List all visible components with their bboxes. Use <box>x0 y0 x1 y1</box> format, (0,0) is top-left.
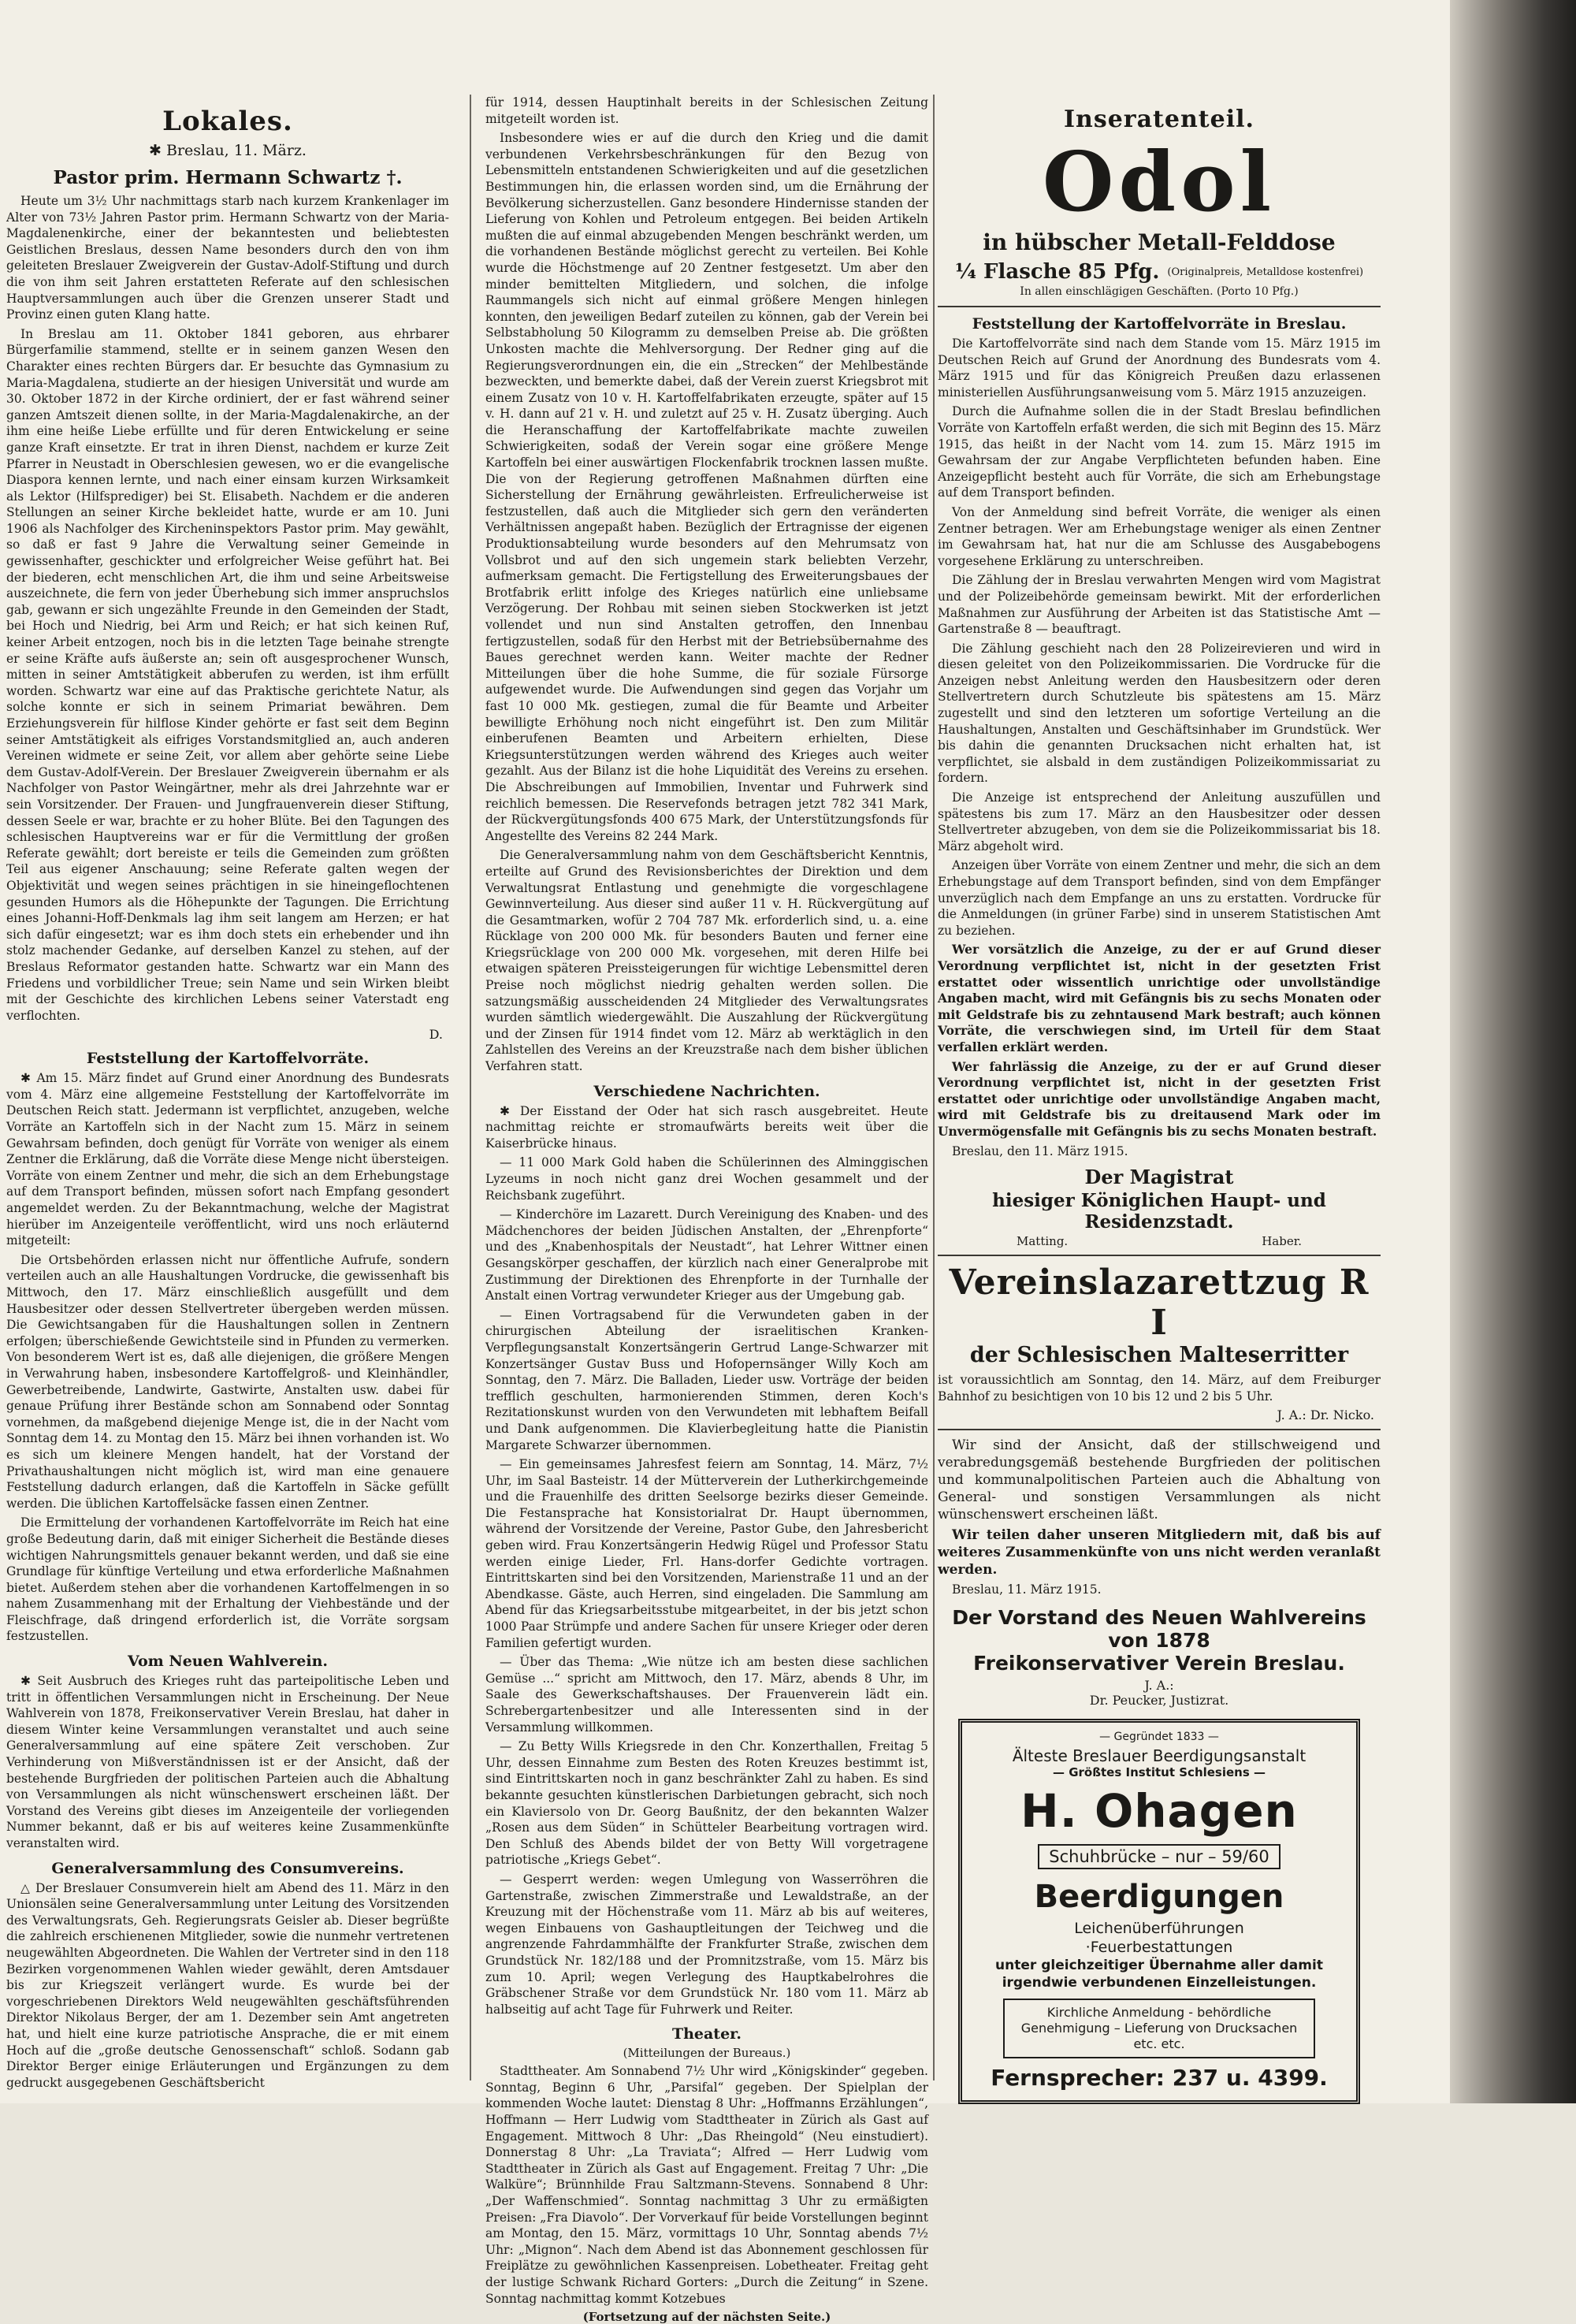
signature-right: Haber. <box>1262 1234 1302 1249</box>
wahlverein-date: Breslau, 11. März 1915. <box>952 1582 1102 1597</box>
article-heading-theater: Theater. <box>671 2025 742 2043</box>
lazarettzug-subtitle: der Schlesischen Malteserritter <box>969 1343 1349 1368</box>
odol-subtitle: in hübscher Metall-Felddose <box>983 229 1336 255</box>
news-item: ✱ Der Eisstand der Oder hat sich rasch ausgebreitet. Heute nachmittag reichte er stromaufwärts bereits weit über die Kaiserbrücke hinaus. <box>485 1103 928 1151</box>
article-heading-consumverein: Generalversammlung des Consumvereins. <box>51 1859 404 1877</box>
odol-price: ¼ Flasche 85 Pfg. <box>954 260 1160 284</box>
ohagen-institute: — Größtes Institut Schlesiens — <box>1052 1764 1266 1779</box>
article-paragraph: ✱ Am 15. März findet auf Grund einer Anordnung des Bundesrats vom 4. März eine allgemeine Feststellung der Kartoffelvorräte im Deutschen Reich statt. Jedermann ist verpflichtet, anzugeben, welche Vorräte an Kartoffeln sich in der Nacht zum 15. März in seinem Gewahrsam befinden, doch genügt für Vorräte von weniger als einem Zentner die Erklärung, daß die Vorräte diese Menge nicht übersteigen. Vorräte von einem Zentner und mehr, die sich an dem Erhebungstage auf dem Transport befinden, müssen sofort nach Empfang gesondert angemeldet werden. Zu der Bekanntmachung, welche der Magistrat hierüber im Anzeigenteile veröffentlicht, wird uns noch erläuternd mitgeteilt: <box>6 1071 449 1248</box>
ohagen-name: H. Ohagen <box>1020 1783 1298 1838</box>
obituary-signature: D. <box>429 1027 443 1043</box>
magistrat-title: Der Magistrat <box>1084 1166 1234 1189</box>
notice-kartoffel <box>938 315 1381 1248</box>
ad-ohagen <box>958 1719 1360 2104</box>
ohagen-tagline: Älteste Breslauer Beerdigungsanstalt <box>1012 1746 1307 1765</box>
section-title-inserate: Inseratenteil. <box>1063 106 1254 133</box>
notice-paragraph: Die Anzeige ist entsprechend der Anleitung auszufüllen und spätestens bis zum 17. März an den Hausbesitzer oder dessen Stellvertreter abzugeben, von dem sie die Polizeikommissariat bis 18. März abgeholt wird. <box>938 790 1381 853</box>
wahlverein-paragraph: Wir sind der Ansicht, daß der stillschweigend und verabredungsgemäß bestehende Burgfrieden der politischen und kommunalpolitischen Parteien auch die Abhaltung von General- und sonstigen Versammlungen als nicht wünschenswert erscheinen läßt. <box>938 1437 1381 1523</box>
news-item: — Ein gemeinsames Jahresfest feiern am Sonntag, 14. März, 7½ Uhr, im Saal Basteistr. 14 der Mütterverein der Lutherkirchgemeinde und die Frauenhilfe des dritten Seelsorge bezirks dieser Gemeinde. Die Festansprache hat Konsistorialrat Dr. Haupt übernommen, während der Vorsitzende der Vereine, Pastor Gube, den Jahresbericht geben wird. Frau Konzertsängerin Hedwig Rügel und Professor Statu werden einige Lieder, Frl. Hans-dorfer Gedichte vortragen. Eintrittskarten sind bei den Vorsitzenden, Marienstraße 11 und an der Abendkasse. Gäste, auch Herren, sind eingeladen. Die Sammlung am Abend für das Kriegsarbeitsstube mitgearbeitet, in der bis jetzt schon 1000 Paar Strümpfe und andere Sachen für unsere Krieger oder deren Familien gefertigt wurden. <box>485 1457 928 1650</box>
odol-shops: In allen einschlägigen Geschäften. (Porto 10 Pfg.) <box>1020 285 1299 298</box>
notice-paragraph: Durch die Aufnahme sollen die in der Stadt Breslau befindlichen Vorräte von Kartoffeln erfaßt werden, die sich mit Beginn des 15. März 1915, das heißt in der Nacht vom 14. zum 15. März 1915 im Gewahrsam der zur Angabe Verpflichteten befunden haben. Eine Anzeigepflicht besteht auch für Vorräte, die sich am Erhebungstage auf dem Transport befinden. <box>938 404 1381 500</box>
odol-price-note: (Originalpreis, Metalldose kostenfrei) <box>1167 266 1364 278</box>
article-paragraph: für 1914, dessen Hauptinhalt bereits in der Schlesischen Zeitung mitgeteilt worden ist. <box>485 95 928 126</box>
obituary-paragraph: Heute um 3½ Uhr nachmittags starb nach kurzem Krankenlager im Alter von 73½ Jahren Pastor prim. Hermann Schwartz von der Maria-Magdalenenkirche, einer der bekanntesten und beliebtesten Geistlichen Breslaus, dessen Name besonders durch den von ihm geleiteten Breslauer Zweigverein der Gustav-Adolf-Stiftung und durch die von ihm seit Jahren erstatteten Referate auf den schlesischen Hauptversammlungen auch über die Grenzen unserer Stadt und Provinz einen guten Klang hatte. <box>6 194 449 322</box>
ad-odol <box>938 135 1381 298</box>
lazarettzug-signature: J. A.: Dr. Nicko. <box>1277 1407 1374 1423</box>
notice-paragraph: Die Zählung geschieht nach den 28 Polizeirevieren und wird in diesen geleitet von den Polizeikommissarien. Die Vordrucke für die Anzeigen nebst Anleitung werden den Hausbesitzern oder deren Stellvertretern durch Schutzleute bis spätestens am 15. März zugestellt und sind den letzteren um sofortige Verteilung an die Haushaltungen, Anstalten und Geschäftsinhaber im Grundstück. Wer bis dahin die genannten Drucksachen nicht erhalten hat, ist verpflichtet, sie alsbald in dem zuständigen Polizeikommissariat zu fordern. <box>938 641 1381 786</box>
column-rule <box>933 95 935 2080</box>
article-paragraph: Insbesondere wies er auf die durch den Krieg und die damit verbundenen Verkehrsbeschränkungen für den Bezug von Lebensmitteln entstandenen Schwierigkeiten und auf die gesetzlichen Bestimmungen hin, die erlassen worden sind, um die Ernährung der Bevölkerung sicherzustellen. Ganz besondere Hindernisse standen der Lieferung von Kohlen und Petroleum entgegen. Bei beiden Artikeln mußten die auf einmal abzugebenden Mengen beschränkt werden, um die vorhandenen Bestände möglichst gerecht zu verteilen. Bei Kohle wurde die Höchstmenge auf 20 Zentner festgesetzt. Um aber den minder bemittelten Mitgliedern, und solchen, die infolge Raummangels sich nicht auf einmal größere Mengen hinlegen konnten, den jeweiligen Bedarf zuteilen zu können, gab der Verein bei Selbstabholung 50 Kilogramm zu demselben Preise ab. Die größten Unkosten machte die Mehlversorgung. Der Redner ging auf die Regierungsverordnungen ein, die ein „Strecken“ der Mehlbestände bezweckten, und bemerkte dabei, daß der Verein zuerst Kriegsbrot mit einem Zusatz von 10 v. H. Kartoffelfabrikaten erzeugte, später auf 15 v. H. dann auf 21 v. H. und zuletzt auf 25 v. H. Zusatz überging. Auch die Heranschaffung der Kartoffelfabrikate machte zuweilen Schwierigkeiten, sodaß der Verein sogar eine größere Menge Kartoffeln bei einer auswärtigen Flockenfabrik trocknen lassen mußte. Die von der Regierung getroffenen Maßnahmen dürften eine Sicherstellung der Ernährung gewährleisten. Erfreulicherweise ist festzustellen, daß auch die Mitglieder sich gern den veränderten Verhältnissen angepaßt haben. Bezüglich der Ertragnisse der eigenen Produktionsabteilung wurde besonders auf den Mehrumsatz von Vollsbrot und auf den sich ungemein stark beliebten Verzehr, aufmerksam gemacht. Die Fertigstellung des Erweiterungsbaues der Brotfabrik erlitt infolge des Krieges natürlich eine unliebsame Verzögerung. Der Rohbau mit seinen sieben Stockwerken ist jetzt vollendet und nun sind Anstalten getroffen, den Innenbau fertigzustellen, sodaß für den Herbst mit der Betriebsübernahme des Baues gerechnet werden kann. Weiter machte der Redner Mitteilungen über die hohe Summe, die für soziale Fürsorge aufgewendet wurde. Die Aufwendungen sind gegen das Vorjahr um fast 10 000 Mk. gestiegen, zumal die für Beamte und Arbeiter bewilligte Erhöhung noch nicht eingeführt ist. Den zum Militär einberufenen Beamten und Arbeitern erhielten, Diese Kriegsunterstützungen werden während des Krieges auch weiter gezahlt. Aus der Bilanz ist die hohe Liquidität des Vereins zu ersehen. Die Abschreibungen auf Immobilien, Inventar und Fuhrwerk sind reichlich bemessen. Die Reservefonds betragen jetzt 782 341 Mark, der Rückvergütungsfonds 400 675 Mark, der Unterstützungsfonds für Angestellte des Vereins 82 244 Mark. <box>485 131 928 843</box>
news-item: — Zu Betty Wills Kriegsrede in den Chr. Konzerthallen, Freitag 5 Uhr, dessen Einnahme zum Besten des Roten Kreuzes bestimmt ist, sind Eintrittskarten noch in ganz beschränkter Zahl zu haben. Es sind bekannte gesuchten künstlerischen Darbietungen gebracht, sich noch ein Klaviersolo von Dr. Georg Baußnitz, der den bekannten Walzer „Rosen aus dem Süden“ in Schütteler Bearbeitung vortragen wird. Den Schluß des Abends bildet der von Betty Will vorgetragene patriotische „Kriegs Gebet“. <box>485 1739 928 1868</box>
ohagen-address: Schuhbrücke – nur – 59/60 <box>1038 1844 1280 1869</box>
divider <box>938 1429 1381 1430</box>
section-title-lokales: Lokales. <box>162 106 293 137</box>
wahlverein-paragraph: Wir teilen daher unseren Mitgliedern mit, daß bis auf weiteres Zusammenkünfte von uns nicht werden veranlaßt werden. <box>938 1527 1381 1578</box>
signatures <box>938 1234 1381 1248</box>
ohagen-notice: Kirchliche Anmeldung - behördliche Genehmigung – Lieferung von Drucksachen etc. etc. <box>1003 1999 1315 2058</box>
obituary-paragraph: In Breslau am 11. Oktober 1841 geboren, aus ehrbarer Bürgerfamilie stammend, stellte er in seinem ganzen Wesen den Charakter eines rechten Bürgers dar. Er besuchte das Gymnasium zu Maria-Magdalena, studierte an der hiesigen Universität und wurde am 30. Oktober 1872 in der Kirche ordiniert, der er fast während seiner ganzen Amtszeit dienen sollte, in der Maria-Magdalenakirche, an der ihm eine heiße Liebe erfüllte und für deren Entwickelung er seine ganze Kraft einsetzte. Er trat in ihren Dienst, nachdem er kurze Zeit Pfarrer in Neustadt in Oberschlesien gewesen, wo er die evangelische Diaspora kennen lernte, und nach einer einsam kurzen Wirksamkeit als Lektor (Hilfsprediger) bei St. Elisabeth. Nachdem er die anderen Stellungen an seiner Kirche bekleidet hatte, wurde er am 10. Juni 1906 als Nachfolger des Kircheninspektors Pastor prim. May gewählt, so daß er fast 9 Jahre die Verwaltung seiner Gemeinde in gewissenhafter, geschickter und erfolgreicher Weise geführt hat. Bei der biederen, echt menschlichen Art, die ihm und seine Arbeitsweise auszeichnete, die fern von jeder Überhebung sich immer anspruchslos gab, gewann er sich ungezählte Freunde in den Gemeinden der Stadt, bei Hoch und Niedrig, bei Arm und Reich; er hat sich keinen Ruf, keiner Arbeit entzogen, noch bis in die letzten Tage beinahe strengte er seine Kräfte aufs äußerste an; sein oft ausgesprochener Wunsch, mitten in seiner Amtstätigkeit abberufen zu werden, ist ihm erfüllt worden. Schwartz war eine auf das Praktische gerichtete Natur, als solche konnte er sich in seinem Primariat bewähren. Dem Erziehungsverein für hilflose Kinder gehörte er fast seit dem Beginn seiner Amtstätigkeit als eifriges Vorstandsmitglied an, auch anderen Vereinen widmete er seine Zeit, vor allem aber gehörte seine Liebe dem Gustav-Adolf-Verein. Der Breslauer Zweigverein übernahm er als Nachfolger von Pastor Weingärtner, mehr als drei Jahrzehnte war er sein Vorsitzender. Der Frauen- und Jungfrauenverein dieser Stiftung, dessen Seele er war, brachte er zu hoher Blüte. Bei den Tagungen des schlesischen Hauptvereins war er für die Vermittlung der großen Referate gewählt; dort bereiste er teils die Gemeinden zum größten Teil aus eigener Anschauung; seine Referate galten wegen der Objektivität und wegen seines prächtigen in sie hineingeflochtenen gesunden Humors als die Höhepunkte der Tagungen. Die Errichtung eines Johanni-Hoff-Denkmals lag ihm seit langem am Herzen; er hat sich dafür eingesetzt; war es ihm doch stets ein erhebender und ihn stolz machender Gedanke, auf derselben Kanzel zu stehen, auf der Breslaus Reformator gestanden hatte. Schwartz war ein Mann des Friedens und vorbildlicher Treue; sein Name und sein Wirken bleibt mit der Geschichte des kirchlichen Lebens seiner Vaterstadt eng verflochten. <box>6 326 449 1023</box>
notice-date: Breslau, den 11. März 1915. <box>952 1143 1128 1158</box>
ohagen-line: Leichenüberführungen <box>1074 1919 1244 1937</box>
column-rule <box>470 95 471 2080</box>
lazarettzug-text: ist voraussichtlich am Sonntag, den 14. März, auf dem Freiburger Bahnhof zu besichtigen von 10 bis 12 und 2 bis 5 Uhr. <box>938 1373 1381 1404</box>
notice-paragraph: Die Zählung der in Breslau verwahrten Mengen wird vom Magistrat und der Polizeibehörde gemeinsam bewirkt. Mit der erforderlichen Maßnahmen zur Ausführung der Arbeiten ist das Statistische Amt — Gartenstraße 8 — beauftragt. <box>938 573 1381 637</box>
dateline: ✱ Breslau, 11. März. <box>149 142 307 159</box>
article-heading-wahlverein: Vom Neuen Wahlverein. <box>127 1653 329 1671</box>
ad-wahlverein <box>938 1437 1381 1708</box>
article-heading-kartoffel: Feststellung der Kartoffelvorräte. <box>86 1050 370 1068</box>
news-item: — Einen Vortragsabend für die Verwundeten gaben in der chirurgischen Abteilung der israelitischen Kranken-Verpflegungsanstalt Konzertsängerin Gertrud Lange-Schwarzer mit Konzertsänger Gustav Buss und Hofopernsänger Willy Koch am Sonntag, den 7. März. Die Balladen, Lieder usw. Vorträge der beiden trefflich geschulten, harmonierenden Stimmen, deren Koch's Rezitationskunst wurden von den Verwundeten mit lebhaftem Beifall und Dank aufgenommen. Die Klavierbegleitung hatte die Pianistin Margarete Schwarzer übernommen. <box>485 1307 928 1452</box>
notice-paragraph: Die Kartoffelvorräte sind nach dem Stande vom 15. März 1915 im Deutschen Reich auf Grund der Anordnung des Bundesrats vom 4. März 1915 und für das Königreich Preußen dazu erlassenen ministeriellen Ausführungsanweisung vom 5. März 1915 anzuzeigen. <box>938 337 1381 400</box>
wahlverein-board: Der Vorstand des Neuen Wahlvereins von 1878 <box>952 1605 1366 1652</box>
column-middle <box>485 95 928 2324</box>
divider <box>938 1255 1381 1256</box>
article-paragraph: ✱ Seit Ausbruch des Krieges ruht das parteipolitische Leben und tritt in öffentlichen Versammlungen nicht in Erscheinung. Der Neue Wahlverein von 1878, Freikonservativer Verein Breslau, hat daher in diesem Winter keine Versammlungen veranstaltet und auch seine Generalversammlung auf eine spätere Zeit verschoben. Zur Verhinderung von Mißverständnissen ist er der Ansicht, daß der bestehende Burgfrieden der politischen Parteien auch die Abhaltung von Versammlungen als nicht wünschenswert erscheinen läßt. Der Vorstand des Vereins gibt dieses im Anzeigenteile der vorliegenden Nummer bekannt, daß er bis auf weiteres keine Zusammenkünfte veranstalten wird. <box>6 1674 449 1850</box>
news-item: — Über das Thema: „Wie nütze ich am besten diese sachlichen Gemüse ...“ spricht am Mittwoch, den 17. März, abends 8 Uhr, im Saale des Gewerkschaftshauses. Der Frauenverein lädt ein. Schrebergartenbesitzer und alle Interessenten sind in der Versammlung willkommen. <box>485 1655 928 1735</box>
column-left <box>6 95 449 2088</box>
news-item: — Kinderchöre im Lazarett. Durch Vereinigung des Knaben- und des Mädchenchores der beiden Jüdischen Anstalten, der „Ehrenpforte“ und des „Knabenhospitals der Neustadt“, hat Lehrer Wittner einen Gesangskörper geschaffen, der kürzlich nach einer Generalprobe mit Zustimmung der Direktionen des Ehrenpforte in der Turnhalle der Anstalt einen Vortrag verwundeter Krieger aus der Umgebung gab. <box>485 1207 928 1303</box>
notice-heading: Feststellung der Kartoffelvorräte in Breslau. <box>972 315 1347 333</box>
news-item: — Gesperrt werden: wegen Umlegung von Wasserröhren die Gartenstraße, zwischen Zimmerstraße und Lewaldstraße, an der Kreuzung mit der Höchenstraße vom 11. März ab bis auf weiteres, wegen Einbauens von Gashauptleitungen der Teichweg und die angrenzende Fahrdammhälfte der Frankfurter Straße, zwischen dem Grundstück Nr. 182/188 und der Promnitzstraße, vom 15. März bis zum 10. April; wegen Verlegung des Hauptkabelrohres die Gräbschener Straße vor dem Grundstück Nr. 180 vom 11. März ab halbseitig auf acht Tage für Fuhrwerk und Reiter. <box>485 1872 928 2017</box>
news-item: — 11 000 Mark Gold haben die Schülerinnen des Alminggischen Lyzeums in noch nicht ganz drei Wochen gesammelt und der Reichsbank zugeführt. <box>485 1155 928 1203</box>
ad-lazarettzug <box>938 1262 1381 1422</box>
signature-left: Matting. <box>1017 1234 1069 1249</box>
article-paragraph: Die Ortsbehörden erlassen nicht nur öffentliche Aufrufe, sondern verteilen auch an alle Haushaltungen Vordrucke, die gewissenhaft bis Mittwoch, den 17. März einschließlich ausgefüllt und dem Hausbesitzer oder dessen Stellvertreter übergeben werden müssen. Die Gewichtsangaben für die Haushaltungen sollen in Zentnern erfolgen; überschießende Gewichtsteile sind in Pfunden zu vermerken. Von besonderem Wert ist es, daß alle diejenigen, die größere Mengen in Verwahrung haben, insbesondere Kartoffelgroß- und Kleinhändler, Gewerbetreibende, Landwirte, Gastwirte, Anstalten usw. dabei für genaue Prüfung ihrer Bestände schon am Sonnabend oder Sonntag vornehmen, da maßgebend diejenige Menge ist, die in der Nacht vom Sonntag dem 14. zu Montag den 15. März bei ihnen vorhanden ist. Wo es sich um kleinere Mengen handelt, hat der Vorstand der Privathaushaltungen nicht möglich ist, wird man eine genauere Feststellung dadurch erlangen, daß die Kartoffeln in Säcke gefüllt werden. Die üblichen Kartoffelsäcke fassen einen Zentner. <box>6 1252 449 1511</box>
ohagen-service: Beerdigungen <box>1034 1878 1284 1915</box>
article-paragraph: Die Generalversammlung nahm von dem Geschäftsbericht Kenntnis, erteilte auf Grund des Revisionsberichtes der Direktion und dem Verwaltungsrat Entlastung und genehmigte die vorgeschlagene Gewinnverteilung. Aus dieser sind außer 11 v. H. Rückvergütung auf die Gesamtmarken, wofür 2 704 787 Mk. erforderlich sind, u. a. eine Rücklage von 200 000 Mk. für besonders Bauten und ferner eine Kriegsrücklage von 200 000 Mk. vorgesehen, mit deren Hilfe bei etwaigen späteren Preissteigerungen für wichtige Lebensmittel deren Preise noch möglichst niedrig gehalten werden sollen. Die satzungsmäßig ausscheidenden 24 Mitglieder des Verwaltungsrates wurden sämtlich wiedergewählt. Die Auszahlung der Rückvergütung und der Zinsen für 1914 findet vom 12. März ab werktäglich in den Zahlstellen des Vereins an der Kreuzstraße nach dem bisher üblichen Verfahren statt. <box>485 848 928 1074</box>
ohagen-founded: — Gegründet 1833 — <box>1099 1730 1219 1743</box>
lazarettzug-title: Vereinslazarettzug R I <box>949 1262 1370 1344</box>
notice-paragraph: Von der Anmeldung sind befreit Vorräte, die weniger als einen Zentner betragen. Wer am Erhebungstage weniger als einen Zentner im Gewahrsam hat, hat nur die am Schlusse des Ausgabebogens vorgesehene Erklärung zu unterschreiben. <box>938 504 1381 568</box>
odol-price-line <box>938 260 1381 284</box>
notice-paragraph: Anzeigen über Vorräte von einem Zentner und mehr, die sich an dem Erhebungstage auf dem Transport befinden, sind von dem Empfänger unverzüglich nach dem Empfange an uns zu erstatten. Vordrucke für die Anmeldungen (in grüner Farbe) sind in unserem Statistischen Amt zu beziehen. <box>938 858 1381 938</box>
magistrat-subtitle: hiesiger Königlichen Haupt- und Residenzstadt. <box>992 1190 1326 1233</box>
theater-paragraph: Stadttheater. Am Sonnabend 7½ Uhr wird „Königskinder“ gegeben. Sonntag, Beginn 6 Uhr, „Parsifal“ gegeben. Der Spielplan der kommenden Woche lautet: Dienstag 8 Uhr: „Hoffmanns Erzählungen“, Hoffmann — Herr Ludwig vom Stadttheater in Zürich als Gast auf Engagement. Mittwoch 8 Uhr: „Das Rheingold“ (Neu einstudiert). Donnerstag 8 Uhr: „La Traviata“; Alfred — Herr Ludwig vom Stadttheater in Zürich als Gast auf Engagement. Freitag 7 Uhr: „Die Walküre“; Brünnhilde Frau Saltzmann-Stevens. Sonnabend 8 Uhr: „Der Waffenschmied“. Sonntag nachmittag 3 Uhr zu ermäßigten Preisen: „Fra Diavolo“. Der Vorverkauf für beide Vorstellungen beginnt am Montag, den 15. März, vormittags 10 Uhr, Sonntag abends 7½ Uhr: „Mignon“. Nach dem Abend ist das Abonnement geschlossen für Freiplätze zu gewöhnlichen Kassenpreisen. Lobetheater. Freitag geht der lustige Schwank Richard Gorters: „Durch die Zeitung“ in Szene. Sonntag nachmittag kommt Kotzebues <box>485 2064 928 2306</box>
odol-brand: Odol <box>1042 133 1277 230</box>
article-paragraph: △ Der Breslauer Consumverein hielt am Abend des 11. März in den Unionsälen seine Generalversammlung unter Leitung des Vorsitzenden des Verwaltungsrats, Geh. Regierungsrats Geisler ab. Dieser begrüßte die zahlreich erschienenen Mitglieder, sowie die nunmehr vertretenen neugewählten Abgeordneten. Die Wahlen der Vertreter sind in den 118 Bezirken vorgenommenen Wahlen wieder gewählt, deren Amtsdauer bis zur Kriegszeit verlängert wurde. Es wurde bei der vorgeschriebenen Direktors Weld neugewählten geschäftsführenden Direktor Nikolaus Berger, der am 1. Dezember sein Amt angetreten hat, und hielt eine kurze patriotische Ansprache, die er mit einem Hoch auf die „große deutsche Genossenschaft“ schloß. Sodann gab Direktor Berger einige Erläuterungen und Ergänzungen zu dem gedruckt ausgegebenen Geschäftsbericht <box>6 1880 449 2090</box>
article-heading-verschiedene: Verschiedene Nachrichten. <box>593 1082 820 1100</box>
theater-subheading: (Mitteilungen der Bureaus.) <box>623 2046 791 2061</box>
continued-note: (Fortsetzung auf der nächsten Seite.) <box>582 2310 831 2324</box>
book-binding-edge <box>1450 0 1576 2103</box>
wahlverein-signer: Dr. Peucker, Justizrat. <box>1089 1692 1229 1708</box>
wahlverein-name: Freikonservativer Verein Breslau. <box>973 1651 1345 1675</box>
ohagen-phone: Fernsprecher: 237 u. 4399. <box>991 2064 1328 2091</box>
column-right <box>938 95 1381 2091</box>
ohagen-line: unter gleichzeitiger Übernahme aller damit <box>995 1957 1323 1973</box>
notice-paragraph: Wer fahrlässig die Anzeige, zu der er auf Grund dieser Verordnung verpflichtet ist, nicht in der gesetzten Frist erstattet oder unrichtige oder unvollständige Angaben macht, wird mit Geldstrafe bis zu dreitausend Mark oder im Unvermögensfalle mit Gefängnis bis zu sechs Monaten bestraft. <box>938 1058 1381 1139</box>
obituary-heading: Pastor prim. Hermann Schwartz †. <box>53 167 403 188</box>
notice-paragraph: Wer vorsätzlich die Anzeige, zu der er auf Grund dieser Verordnung verpflichtet ist, nicht in der gesetzten Frist erstattet oder wissentlich unrichtige oder unvollständige Angaben macht, wird mit Gefängnis bis zu sechs Monaten oder mit Geldstrafe bis zu zehntausend Mark bestraft; auch können Vorräte, die verschwiegen sind, im Urteil für dem Staat verfallen erklärt werden. <box>938 942 1381 1054</box>
wahlverein-ia: J. A.: <box>1144 1677 1174 1693</box>
divider <box>938 306 1381 307</box>
ohagen-line: irgendwie verbundenen Einzelleistungen. <box>1002 1974 1317 1991</box>
article-paragraph: Die Ermittelung der vorhandenen Kartoffelvorräte im Reich hat eine große Bedeutung darin, daß mit einiger Sicherheit die Bestände dieses wichtigen Nahrungsmittels genauer bekannt werden, und daß sie eine Grundlage für künftige Verteilung und etwa erforderliche Maßnahmen bietet. Außerdem stehen aber die vorhandenen Kartoffelmengen in so nahem Zusammenhang mit der Erhaltung der Viehbestände und der Fleischfrage, daß dringend erforderlich ist, die Vorräte sorgsam festzustellen. <box>6 1515 449 1644</box>
ohagen-line: ·Feuerbestattungen <box>1085 1938 1233 1956</box>
